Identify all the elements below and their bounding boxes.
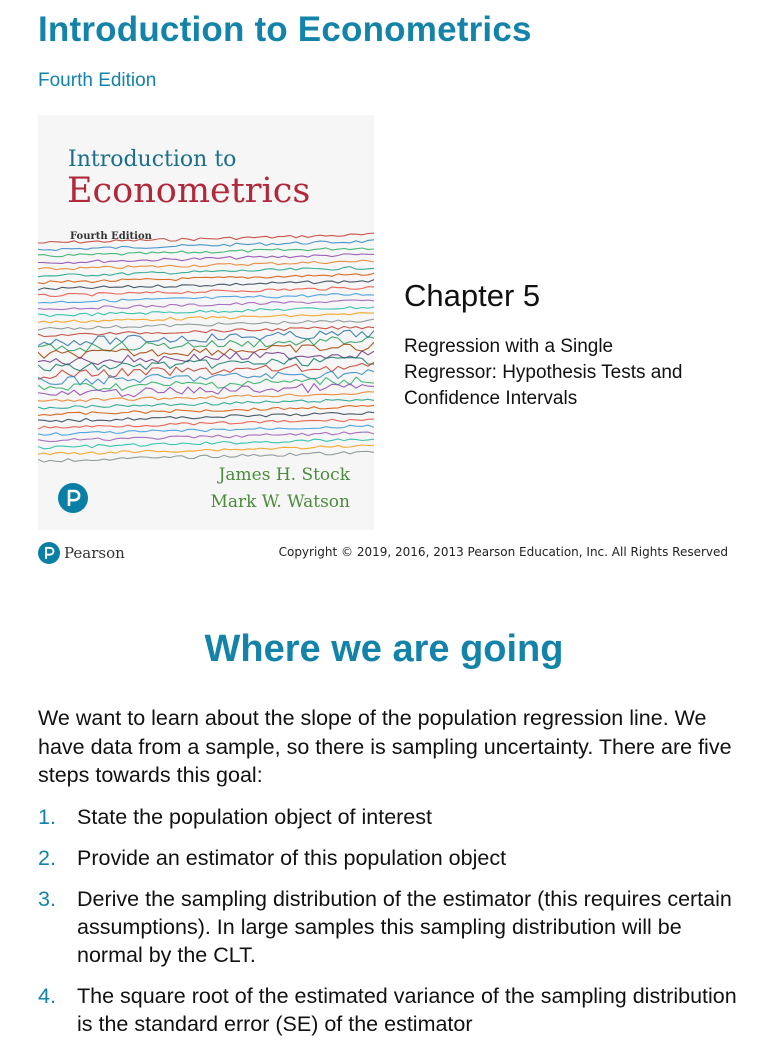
edition-label: Fourth Edition	[38, 70, 157, 91]
step-number: 2.	[38, 846, 56, 870]
cover-line	[38, 326, 374, 336]
copyright-notice: Copyright © 2019, 2016, 2013 Pearson Education, Inc. All Rights Reserved	[278, 545, 728, 559]
chapter-subtitle: Regression with a Single Regressor: Hypothesis Tests and Confidence Intervals	[404, 336, 683, 409]
list-item	[38, 803, 738, 831]
pearson-p-icon	[58, 483, 88, 513]
steps-list	[38, 803, 738, 1051]
pearson-logo-icon	[38, 542, 60, 564]
pearson-wordmark: Pearson	[64, 544, 125, 562]
cover-edition: Fourth Edition	[70, 231, 152, 242]
cover-author-1: James H. Stock	[218, 465, 350, 485]
cover-line	[38, 357, 374, 371]
intro-paragraph: We want to learn about the slope of the population regression line. We have data from a sample, so there is sampling uncertainty. There are five steps towards this goal:	[38, 706, 732, 787]
cover-line	[38, 351, 374, 365]
cover-title-line2: Econometrics	[67, 171, 311, 211]
step-number: 4.	[38, 984, 56, 1008]
list-item	[38, 844, 738, 872]
book-title: Introduction to Econometrics	[38, 10, 532, 49]
cover-line-art	[38, 225, 374, 475]
step-text: The square root of the estimated variance of the sampling distribution is the standard error (SE) of the estimator	[77, 984, 737, 1036]
book-cover	[38, 115, 374, 530]
step-number: 1.	[38, 805, 56, 829]
step-text: Derive the sampling distribution of the estimator (this requires certain assumptions). In large samples this sampling distribution will be normal by the CLT.	[77, 887, 732, 967]
cover-line	[38, 254, 374, 264]
chapter-label: Chapter 5	[404, 278, 541, 313]
cover-line	[38, 337, 374, 352]
pearson-logo	[38, 541, 125, 565]
list-item	[38, 885, 738, 969]
step-text: State the population object of interest	[77, 805, 432, 829]
list-item	[38, 982, 738, 1038]
section-title: Where we are going	[204, 628, 564, 670]
cover-title-line1: Introduction to	[68, 147, 237, 172]
content-slide	[0, 580, 768, 1036]
step-number: 3.	[38, 887, 56, 911]
cover-author-2: Mark W. Watson	[210, 492, 350, 512]
step-text: Provide an estimator of this population object	[77, 846, 507, 870]
cover-line	[38, 439, 374, 449]
